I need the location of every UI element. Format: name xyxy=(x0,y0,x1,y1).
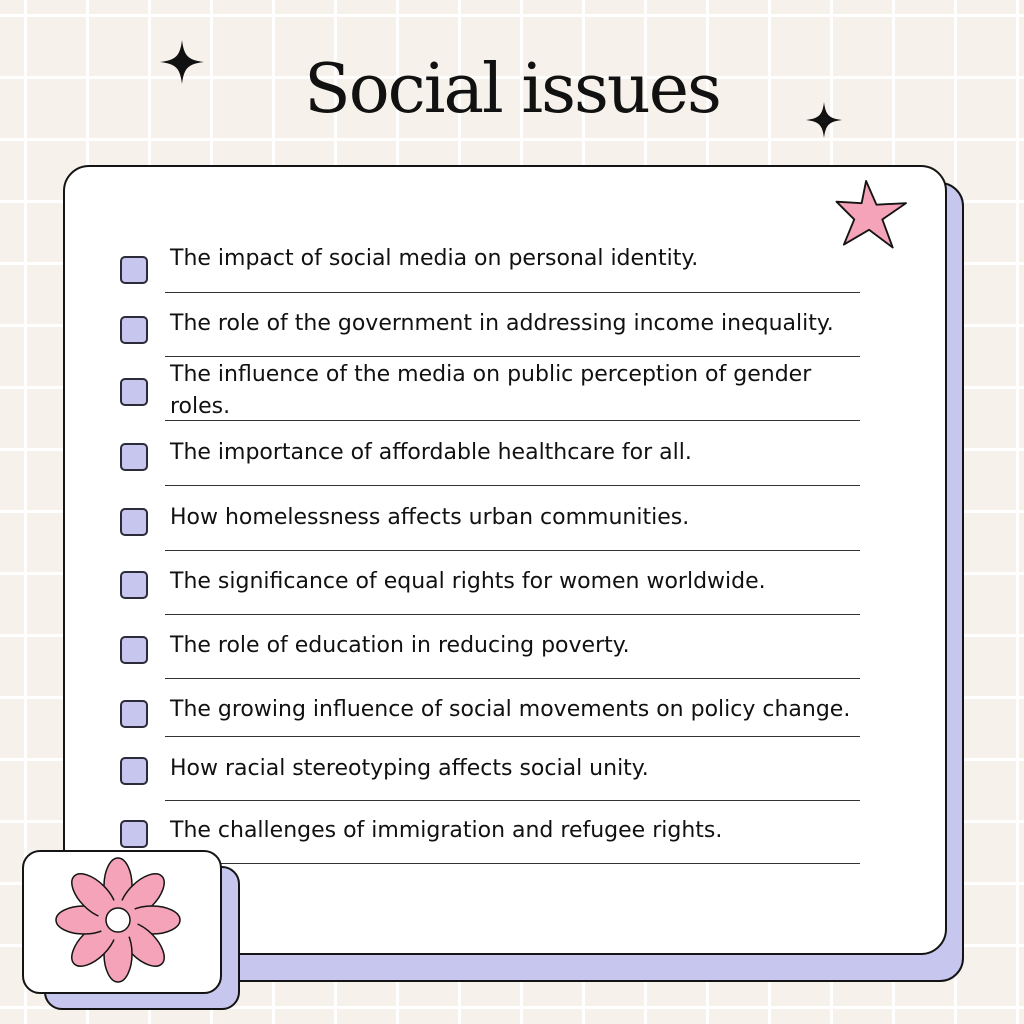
divider xyxy=(165,292,860,293)
flower-icon xyxy=(50,852,186,988)
checkbox[interactable] xyxy=(120,700,148,728)
checkbox[interactable] xyxy=(120,443,148,471)
list-item-text: The role of education in reducing poverty. xyxy=(170,633,630,658)
list-item xyxy=(120,633,880,696)
checkbox[interactable] xyxy=(120,378,148,406)
list-item xyxy=(120,697,880,760)
star-icon xyxy=(835,178,909,252)
checkbox[interactable] xyxy=(120,316,148,344)
list-item-text: How racial stereotyping affects social unity. xyxy=(170,756,649,781)
divider xyxy=(165,550,860,551)
checkbox[interactable] xyxy=(120,256,148,284)
checkbox[interactable] xyxy=(120,571,148,599)
list-item-text: The growing influence of social movements on policy change. xyxy=(170,697,851,722)
divider xyxy=(165,863,860,864)
list-item xyxy=(120,362,880,438)
list-item xyxy=(120,246,880,316)
list-item-text: The impact of social media on personal identity. xyxy=(170,246,699,271)
checkbox[interactable] xyxy=(120,636,148,664)
list-item xyxy=(120,505,880,568)
list-item-text: The influence of the media on public perception of gender roles. xyxy=(170,362,812,419)
checkbox[interactable] xyxy=(120,508,148,536)
checkbox[interactable] xyxy=(120,757,148,785)
divider xyxy=(165,800,860,801)
list-item xyxy=(120,571,880,631)
page-title: Social issues xyxy=(304,50,720,129)
list-item xyxy=(120,440,880,503)
divider xyxy=(165,736,860,737)
divider xyxy=(165,485,860,486)
list-item-text: How homelessness affects urban communities. xyxy=(170,505,690,530)
divider xyxy=(165,356,860,357)
list-item-text: The challenges of immigration and refugee rights. xyxy=(170,818,723,843)
checkbox[interactable] xyxy=(120,820,148,848)
list-item-text: The significance of equal rights for women worldwide. xyxy=(170,569,766,594)
list-item-text: The role of the government in addressing income inequality. xyxy=(170,311,834,336)
list-item xyxy=(120,757,880,817)
sparkle-icon xyxy=(160,40,204,84)
divider xyxy=(165,678,860,679)
divider xyxy=(165,420,860,421)
sparkle-icon xyxy=(806,102,842,138)
list-item-text: The importance of affordable healthcare for all. xyxy=(170,440,692,465)
divider xyxy=(165,614,860,615)
